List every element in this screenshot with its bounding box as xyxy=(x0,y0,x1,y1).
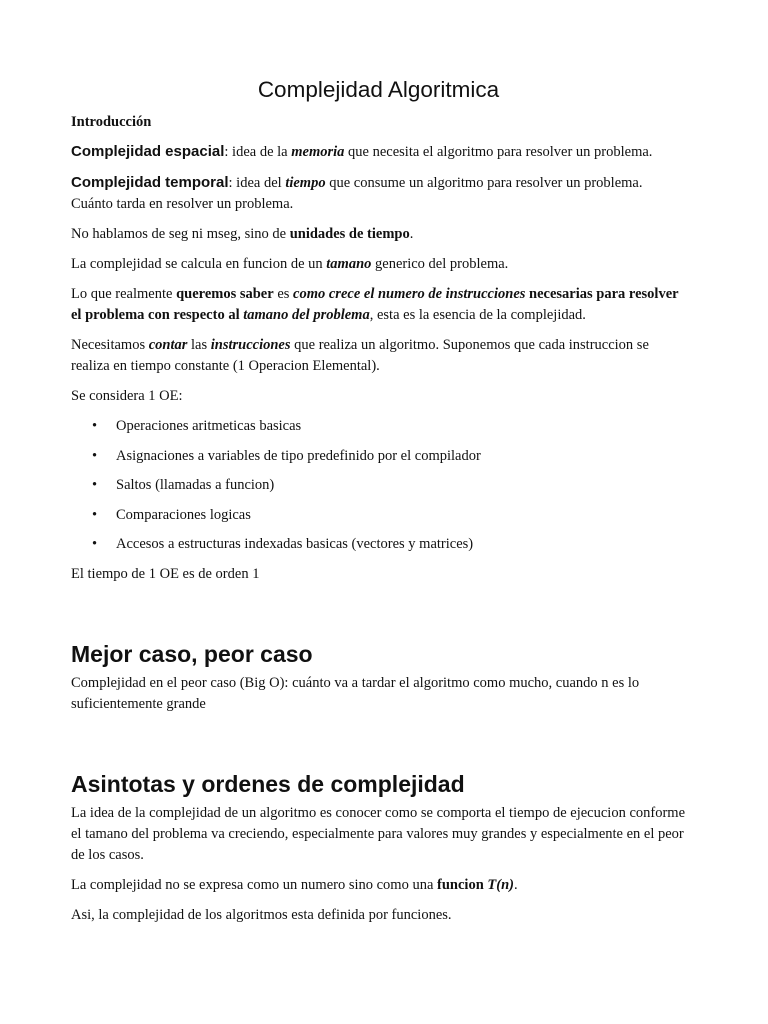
paragraph-complejidad-temporal: Complejidad temporal: idea del tiempo que consume un algoritmo para resolver un problema. Cuánto tarda en resolver un problema. xyxy=(71,174,643,212)
paragraph-se-considera: Se considera 1 OE: xyxy=(71,388,183,404)
list-item: • Comparaciones logicas xyxy=(71,505,686,526)
emphasis-t-de-n: T(n) xyxy=(487,877,514,893)
document-body xyxy=(71,74,686,935)
strong-unidades-de-tiempo: unidades de tiempo xyxy=(289,226,410,242)
bullet-icon: • xyxy=(92,418,98,434)
term-complejidad-temporal: Complejidad temporal xyxy=(71,174,229,191)
list-item: • Accesos a estructuras indexadas basicas (vectores y matrices) xyxy=(71,534,686,555)
paragraph-peor-caso: Complejidad en el peor caso (Big O): cuánto va a tardar el algoritmo como mucho, cuando n es lo suficientemente grande xyxy=(71,675,640,712)
paragraph-contar-instrucciones: Necesitamos contar las instrucciones que realiza un algoritmo. Suponemos que cada instruccion se realiza en tiempo constante (1 Operacion Elemental). xyxy=(71,337,649,374)
emphasis-contar: contar xyxy=(148,337,188,353)
heading-asintotas: Asintotas y ordenes de complejidad xyxy=(71,771,465,797)
paragraph-asi: Asi, la complejidad de los algoritmos esta definida por funciones. xyxy=(71,907,452,923)
emphasis-tiempo: tiempo xyxy=(285,175,326,191)
paragraph-orden: El tiempo de 1 OE es de orden 1 xyxy=(71,566,260,582)
bullet-icon: • xyxy=(92,536,98,552)
emphasis-tamano: tamano xyxy=(326,256,372,272)
paragraph-idea-complejidad: La idea de la complejidad de un algoritmo es conocer como se comporta el tiempo de ejecucion conforme el tamano del problema va creciendo, especialmente para valores muy grandes y especialmente en el peor de los casos. xyxy=(71,805,685,863)
list-item: • Asignaciones a variables de tipo predefinido por el compilador xyxy=(71,446,686,467)
bullet-icon: • xyxy=(92,447,98,464)
strong-necesarias: necesarias para resolver el problema con respecto al xyxy=(71,286,679,323)
emphasis-instrucciones: instrucciones xyxy=(210,337,291,353)
emphasis-tamano-del-problema: tamano del problema xyxy=(243,307,370,323)
list-item: • Operaciones aritmeticas basicas xyxy=(71,416,686,437)
document-title: Complejidad Algoritmica xyxy=(257,77,500,102)
strong-queremos-saber: queremos saber xyxy=(176,286,274,302)
bullet-icon: • xyxy=(92,477,98,493)
paragraph-unidades-de-tiempo: No hablamos de seg ni mseg, sino de unidades de tiempo. xyxy=(71,226,414,242)
strong-funcion: funcion xyxy=(437,877,488,893)
paragraph-complejidad-espacial: Complejidad espacial: idea de la memoria que necesita el algoritmo para resolver un problema. xyxy=(71,143,653,160)
oe-list xyxy=(71,416,686,555)
paragraph-tamano: La complejidad se calcula en funcion de un tamano generico del problema. xyxy=(71,256,509,272)
bullet-icon: • xyxy=(92,506,98,523)
emphasis-memoria: memoria xyxy=(291,144,345,160)
heading-mejor-caso: Mejor caso, peor caso xyxy=(71,641,313,667)
section-heading-introduccion: Introducción xyxy=(71,114,152,130)
list-item: • Saltos (llamadas a funcion) xyxy=(71,475,686,496)
paragraph-esencia: Lo que realmente queremos saber es como crece el numero de instrucciones necesarias para resolver el problema con respecto al tamano del problema, esta es la esencia de la complejidad. xyxy=(71,286,679,323)
emphasis-como-crece: como crece el numero de instrucciones xyxy=(293,286,526,302)
term-complejidad-espacial: Complejidad espacial xyxy=(71,143,225,160)
paragraph-funcion: La complejidad no se expresa como un numero sino como una funcion T(n). xyxy=(71,877,518,893)
